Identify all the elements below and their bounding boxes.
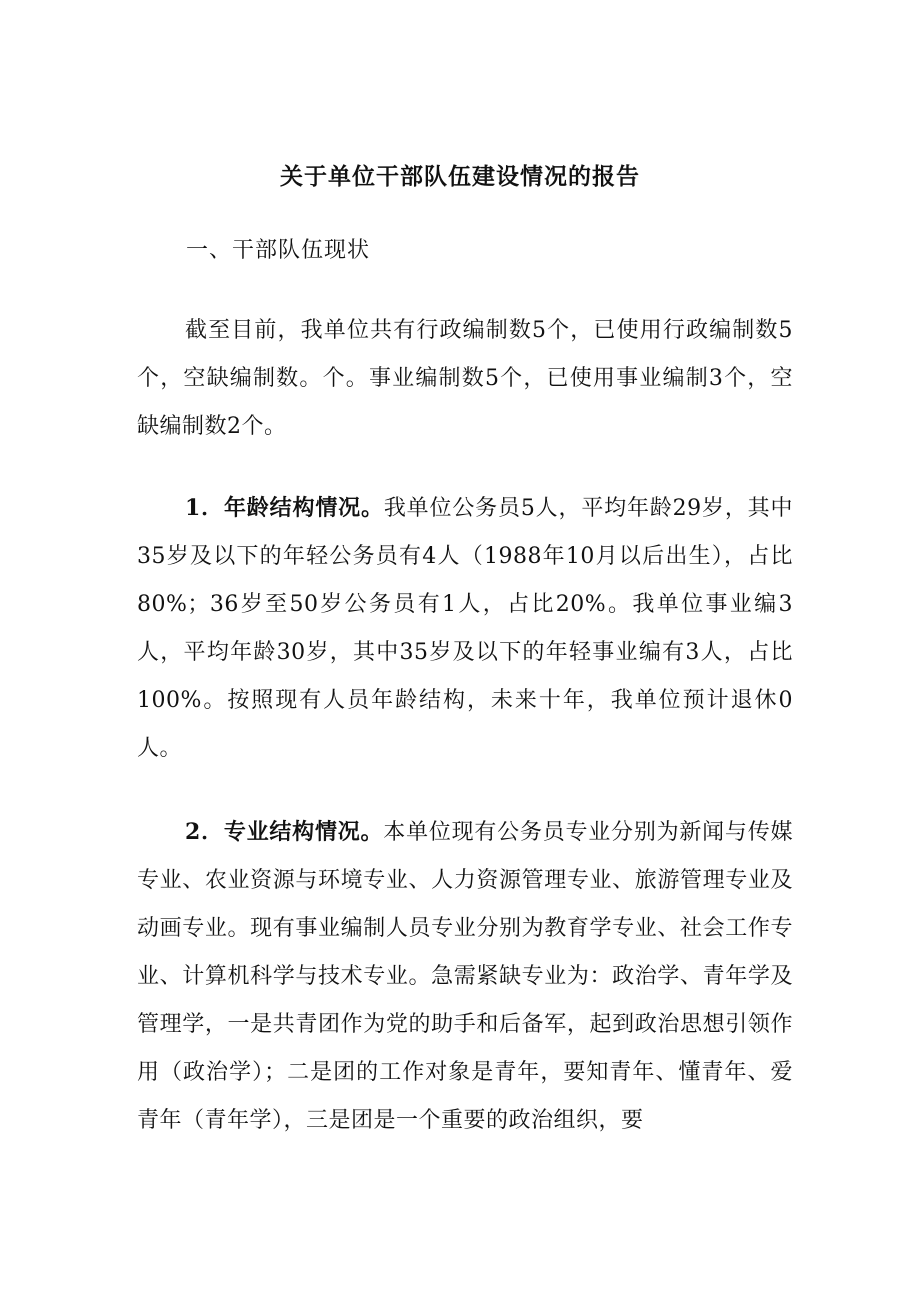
- paragraph-major-structure: [137, 808, 793, 1145]
- age-structure-heading: 1．年龄结构情况。: [185, 495, 384, 521]
- age-structure-text: 我单位公务员5人，平均年龄29岁，其中35岁及以下的年轻公务员有4人（1988年10月以后出生），占比80%；36岁至50岁公务员有1人，占比20%。我单位事业编3人，平均年龄30岁，其中35岁及以下的年轻事业编有3人，占比100%。按照现有人员年龄结构，未来十年，我单位预计退休0人。: [137, 496, 794, 761]
- paragraph-age-structure: [137, 484, 793, 773]
- major-structure-text: 本单位现有公务员专业分别为新闻与传媒专业、农业资源与环境专业、人力资源管理专业、旅游管理专业及动画专业。现有事业编制人员专业分别为教育学专业、社会工作专业、计算机科学与技术专业。急需紧缺专业为：政治学、青年学及管理学，一是共青团作为党的助手和后备军，起到政治思想引领作用（政治学）；二是团的工作对象是青年，要知青年、懂青年、爱青年（青年学），三是团是一个重要的政治组织，要: [137, 820, 793, 1133]
- section-heading-status: 一、干部队伍现状: [186, 238, 371, 263]
- paragraph-staffing-quota: [137, 307, 793, 451]
- document-title: 关于单位干部队伍建设情况的报告: [280, 163, 640, 190]
- major-structure-heading: 2．专业结构情况。: [185, 819, 384, 845]
- paragraph-staffing-quota-text: 截至目前，我单位共有行政编制数5个，已使用行政编制数5个，空缺编制数。个。事业编制数5个，已使用事业编制3个，空缺编制数2个。: [137, 318, 793, 439]
